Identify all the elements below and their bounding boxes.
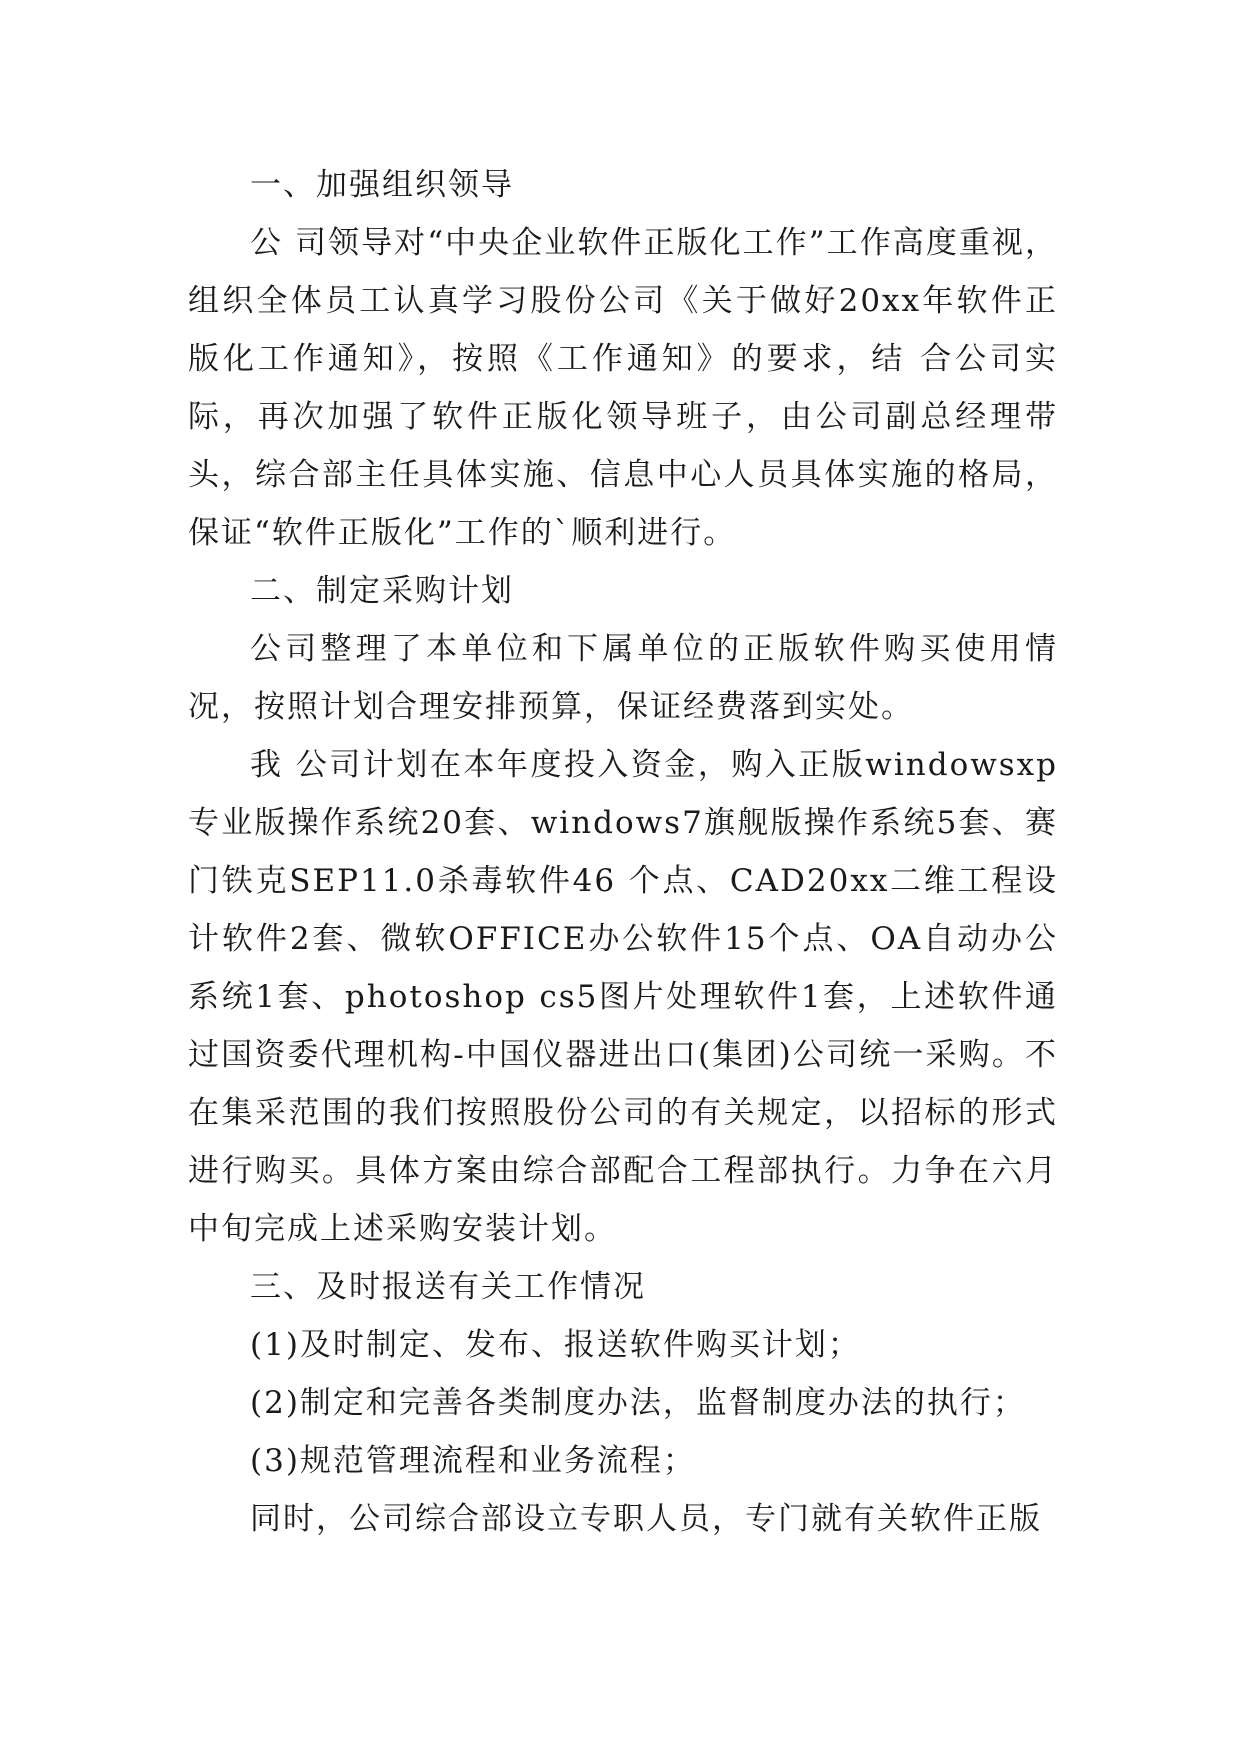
list-item-1: (1)及时制定、发布、报送软件购买计划； [250,1327,861,1363]
heading-strengthen-leadership: 一、加强组织领导 [250,167,514,203]
document-body [188,156,1058,1548]
list-item-3: (3)规范管理流程和业务流程； [250,1443,696,1479]
heading-procurement-plan: 二、制定采购计划 [250,573,514,609]
paragraph-dedicated-staff: 同时，公司综合部设立专职人员，专门就有关软件正版 [250,1501,1042,1537]
list-item-2: (2)制定和完善各类制度办法，监督制度办法的执行； [250,1385,1026,1421]
paragraph-procurement-details: 我 公司计划在本年度投入资金，购入正版windowsxp专业版操作系统20套、windows7旗舰版操作系统5套、赛门铁克SEP11.0杀毒软件46 个点、CAD20xx二维工程设计软件2套、微软OFFICE办公软件15个点、OA自动办公系统1套、photoshop cs5图片处理软件1套，上述软件通过国资委代理机构-中国仪器进出口(集团)公司统一采购。不在集采范围的我们按照股份公司的有关规定，以招标的形式进行购买。具体方案由综合部配合工程部执行。力争在六月中旬完成上述采购安装计划。 [188,747,1058,1247]
paragraph-leadership: 公 司领导对“中央企业软件正版化工作”工作高度重视，组织全体员工认真学习股份公司《关于做好20xx年软件正版化工作通知》，按照《工作通知》的要求，结 合公司实际，再次加强了软件正版化领导班子，由公司副总经理带头，综合部主任具体实施、信息中心人员具体实施的格局，保证“软件正版化”工作的`顺利进行。 [188,225,1058,551]
heading-reporting: 三、及时报送有关工作情况 [250,1269,646,1305]
paragraph-procurement-overview: 公司整理了本单位和下属单位的正版软件购买使用情况，按照计划合理安排预算，保证经费落到实处。 [188,631,1058,725]
